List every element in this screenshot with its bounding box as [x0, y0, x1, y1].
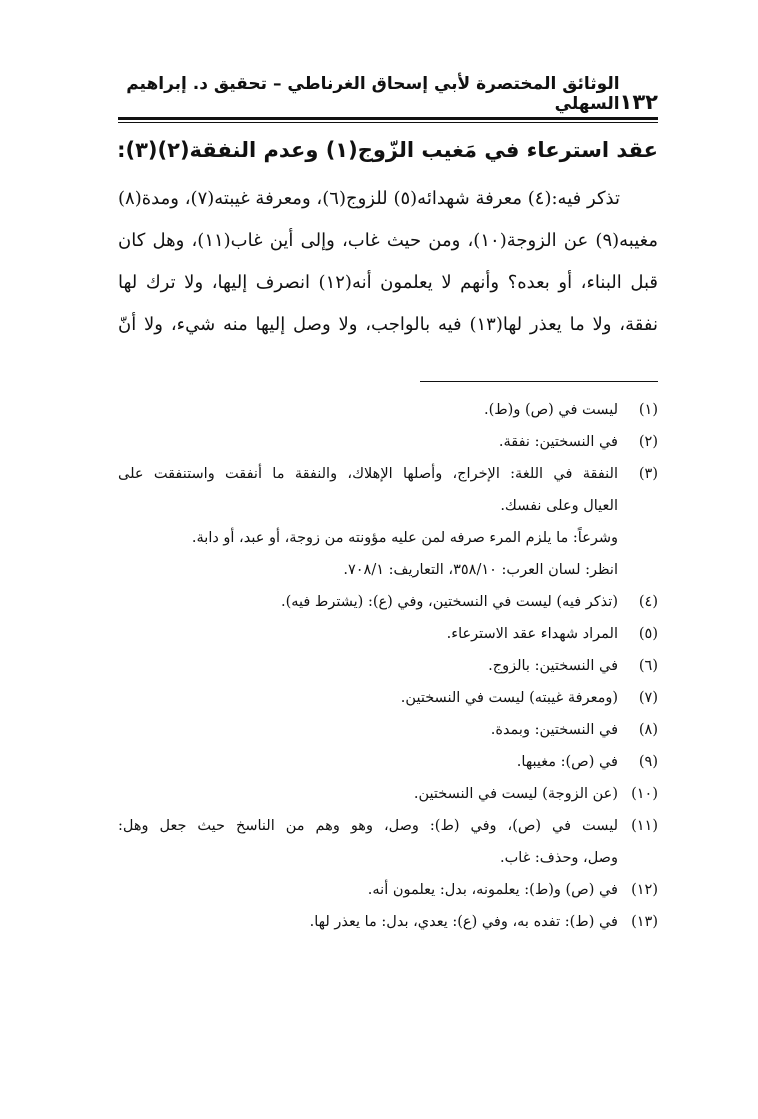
footnotes	[118, 394, 658, 938]
footnote	[118, 618, 658, 650]
footnote	[118, 746, 658, 778]
footnote-number: (٧)	[638, 690, 658, 706]
footnote-number: (١٣)	[631, 914, 658, 930]
footnote-text: (تذكر فيه) ليست في النسختين، وفي (ع): (يشترط فيه).	[280, 594, 618, 610]
footnote-number: (٤)	[638, 594, 658, 610]
header-rule-thick	[118, 117, 658, 120]
footnote	[118, 650, 658, 682]
footnote-text: في النسختين: نفقة.	[498, 434, 618, 450]
footnote-text: (ومعرفة غيبته) ليست في النسختين.	[400, 690, 618, 706]
footnote-text: وصل، وحذف: غاب.	[500, 850, 618, 866]
text-line: نفقة، ولا ما يعذر لها(١٣) فيه بالواجب، ولا وصل إليها منه شيء، ولا أنّ	[118, 314, 658, 335]
footnote-text: في (ط): تفده به، وفي (ع): يعدي، بدل: ما يعذر لها.	[309, 914, 618, 930]
footnote	[118, 426, 658, 458]
footnote-text: في النسختين: وبمدة.	[490, 722, 618, 738]
footnote-number: (٢)	[638, 434, 658, 450]
footnote-text: في (ص): مغيبها.	[516, 754, 618, 770]
text-line: مغيبه(٩) عن الزوجة(١٠)، ومن حيث غاب، وإلى أين غاب(١١)، وهل كان	[118, 230, 658, 251]
footnote	[118, 778, 658, 810]
footnote-number: (٥)	[638, 626, 658, 642]
footnote	[118, 682, 658, 714]
footnote-text: النفقة في اللغة: الإخراج، وأصلها الإهلاك، والنفقة ما أنفقت واستنفقت على	[118, 466, 618, 482]
footnote-text: في (ص) و(ط): يعلمونه، بدل: يعلمون أنه.	[367, 882, 618, 898]
footnote-text: العيال وعلى نفسك.	[500, 498, 618, 514]
footnote-text: انظر: لسان العرب: ٣٥٨/١٠، التعاريف: ٧٠٨/١.	[343, 562, 618, 578]
section-heading: عقد استرعاء في مَغيب الزّوج(١) وعدم النفقة(٢)(٣):	[117, 138, 658, 162]
text-line: قبل البناء، أو بعده؟ وأنهم لا يعلمون أنه(١٢) انصرف إليها، ولا ترك لها	[118, 272, 658, 293]
footnote	[118, 810, 658, 874]
footnote-text: (عن الزوجة) ليست في النسختين.	[413, 786, 618, 802]
footnote	[118, 714, 658, 746]
footnote-number: (٦)	[638, 658, 658, 674]
footnote-number: (١١)	[631, 818, 658, 834]
footnote-number: (١٠)	[631, 786, 658, 802]
footnote-text: وشرعاً: ما يلزم المرء صرفه لمن عليه مؤونته من زوجة، أو عبد، أو دابة.	[191, 530, 618, 546]
running-title: الوثائق المختصرة لأبي إسحاق الغرناطي – تحقيق د. إبراهيم السهلي	[126, 74, 620, 114]
running-header	[118, 74, 658, 114]
footnote	[118, 906, 658, 938]
footnote-separator	[420, 381, 658, 382]
footnote-number: (١٢)	[631, 882, 658, 898]
footnote	[118, 458, 658, 586]
footnote	[118, 586, 658, 618]
footnote	[118, 874, 658, 906]
footnote-text: في النسختين: بالزوج.	[488, 658, 618, 674]
footnote-number: (٨)	[638, 722, 658, 738]
text-line: تذكر فيه:(٤) معرفة شهدائه(٥) للزوج(٦)، ومعرفة غيبته(٧)، ومدة(٨)	[118, 188, 620, 209]
footnote-text: ليست في (ص)، وفي (ط): وصل، وهو وهم من الناسخ حيث جعل وهل:	[118, 818, 618, 834]
main-text	[118, 178, 658, 346]
header-rule-thin	[118, 122, 658, 123]
footnote-number: (٩)	[638, 754, 658, 770]
footnote-text: المراد شهداء عقد الاسترعاء.	[446, 626, 618, 642]
footnote-number: (١)	[638, 402, 658, 418]
footnote-text: ليست في (ص) و(ط).	[484, 402, 618, 418]
footnote	[118, 394, 658, 426]
footnote-number: (٣)	[638, 466, 658, 482]
page-number: ١٣٢	[619, 90, 658, 114]
